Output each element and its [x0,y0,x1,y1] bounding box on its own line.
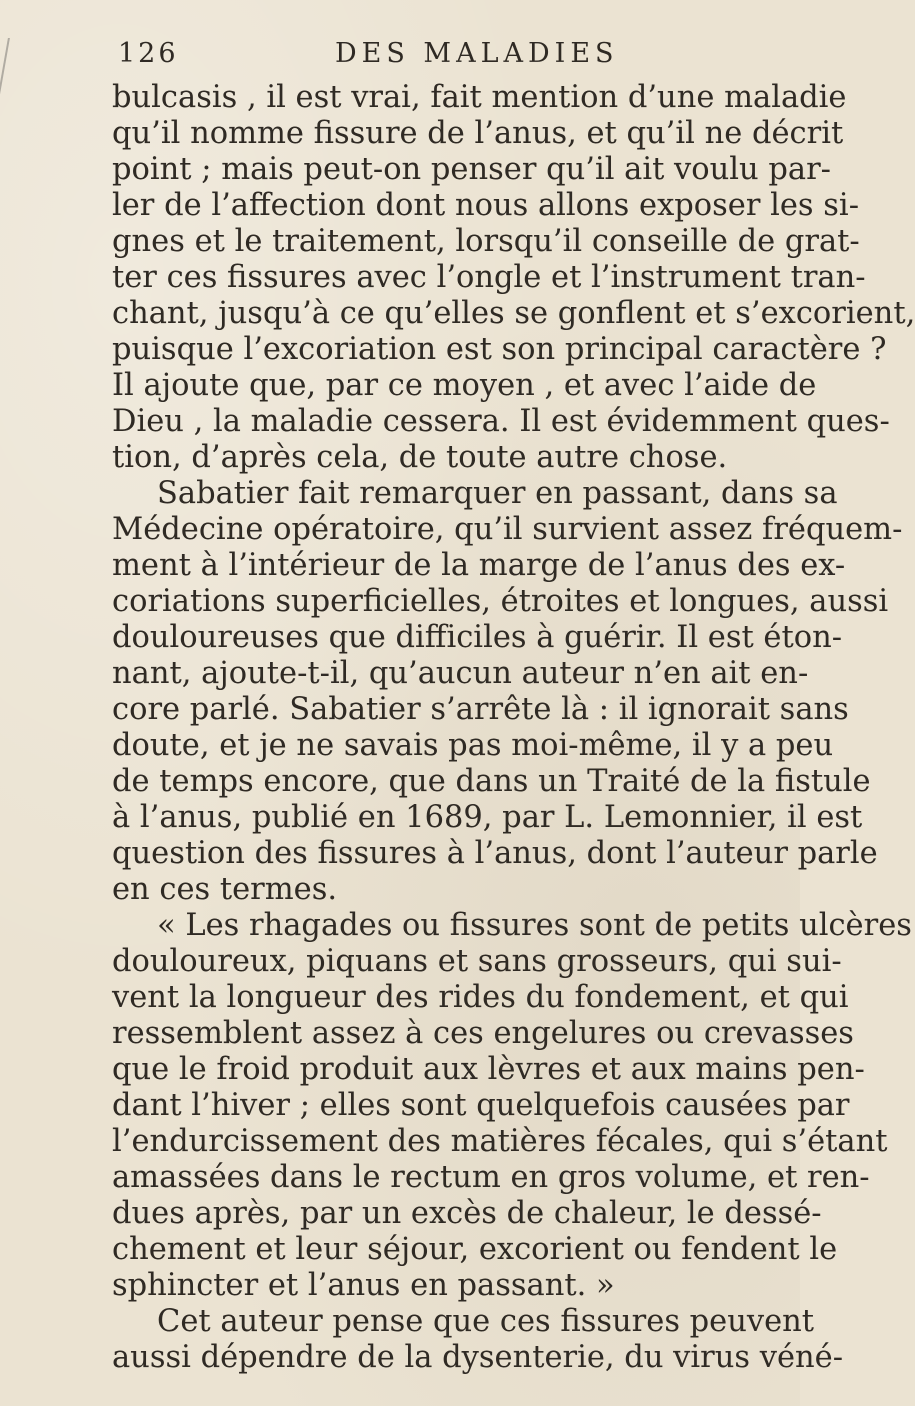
text-line: Cet auteur pense que ces fissures peuvent [157,1304,815,1339]
quoted-paragraph [112,908,912,1304]
text-line: « Les rhagades ou fissures sont de petits ulcères [157,908,912,943]
text-line: à l’anus, publié en 1689, par L. Lemonnier, il est [112,800,863,835]
page-number: 126 [118,38,179,69]
text-line: ressemblent assez à ces engelures ou crevasses [112,1016,854,1051]
text-line: chement et leur séjour, excorient ou fendent le [112,1232,838,1267]
text-line: ler de l’affection dont nous allons exposer les si- [112,188,859,223]
text-line: gnes et le traitement, lorsqu’il conseille de grat- [112,224,860,259]
text-line: Médecine opératoire, qu’il survient assez fréquem- [112,512,903,547]
text-line: de temps encore, que dans un Traité de la fistule [112,764,871,799]
text-line: l’endurcissement des matières fécales, qui s’étant [112,1124,888,1159]
paragraph-1 [112,80,915,476]
text-line: ment à l’intérieur de la marge de l’anus des ex- [112,548,846,583]
text-line: amassées dans le rectum en gros volume, et ren- [112,1160,870,1195]
page-body-text [112,80,915,1376]
text-line: Dieu , la maladie cessera. Il est évidemment ques- [112,404,890,439]
text-line: doute, et je ne savais pas moi-même, il y a peu [112,728,834,763]
text-line: core parlé. Sabatier s’arrête là : il ignorait sans [112,692,849,727]
text-line: ter ces fissures avec l’ongle et l’instrument tran- [112,260,866,295]
text-line: Sabatier fait remarquer en passant, dans sa [157,476,838,511]
text-line: douloureuses que difficiles à guérir. Il est éton- [112,620,843,655]
text-line: coriations superficielles, étroites et longues, aussi [112,584,889,619]
text-line: tion, d’après cela, de toute autre chose. [112,440,728,475]
paragraph-2 [112,476,903,908]
paragraph-4 [112,1304,844,1376]
text-line: dues après, par un excès de chaleur, le dessé- [112,1196,822,1231]
text-line: en ces termes. [112,872,338,907]
text-line: aussi dépendre de la dysenterie, du virus véné- [112,1340,844,1375]
text-line: point ; mais peut-on penser qu’il ait voulu par- [112,152,831,187]
text-line: Il ajoute que, par ce moyen , et avec l’aide de [112,368,817,403]
text-line: bulcasis , il est vrai, fait mention d’une maladie [112,80,847,115]
page-header [118,38,678,78]
text-line: douloureux, piquans et sans grosseurs, qui sui- [112,944,842,979]
text-line: puisque l’excoriation est son principal caractère ? [112,332,887,367]
text-line: dant l’hiver ; elles sont quelquefois causées par [112,1088,850,1123]
text-line: qu’il nomme fissure de l’anus, et qu’il ne décrit [112,116,844,151]
text-line: vent la longueur des rides du fondement, et qui [112,980,849,1015]
text-line: nant, ajoute-t-il, qu’aucun auteur n’en ait en- [112,656,809,691]
text-line: que le froid produit aux lèvres et aux mains pen- [112,1052,865,1087]
text-line: sphincter et l’anus en passant. » [112,1268,615,1303]
running-title: DES MALADIES [335,38,619,69]
text-line: question des fissures à l’anus, dont l’auteur parle [112,836,878,871]
page-edge-mark [0,38,24,128]
text-line: chant, jusqu’à ce qu’elles se gonflent et s’excorient, [112,296,915,331]
